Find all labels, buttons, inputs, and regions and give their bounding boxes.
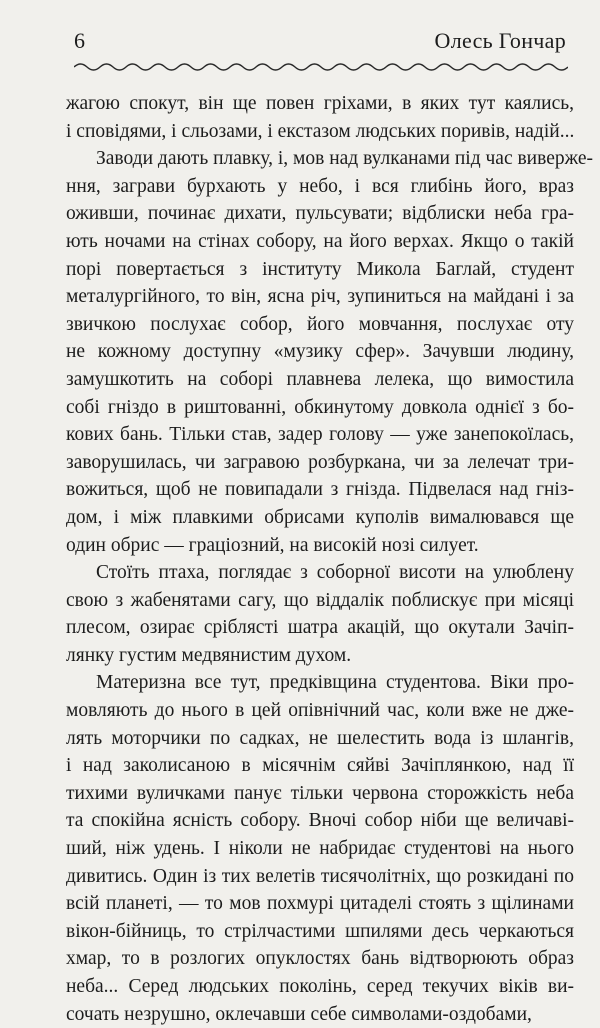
text-line: жагою спокут, він ще повен гріхами, в яких тут каялись, [66, 93, 574, 114]
text-line: дивитись. Один із тих велетів тисячолітніх, що розкидані по [66, 865, 574, 887]
text-line: дом, і між плавкими обрисами куполів вималювався ще [66, 506, 574, 528]
text-line: собі гніздо в риштованні, обкинутому довкола однієї з бо- [66, 396, 574, 418]
text-line: та спокійна ясність собору. Вночі собор ніби ще величаві- [66, 810, 574, 832]
text-line: оживши, починає дихати, пульсувати; відблиски неба гра- [66, 203, 574, 225]
text-line: і над заколисаною в місячнім сяйві Зачіплянкою, над її [66, 755, 574, 777]
text-line: не кожному доступну «музику сфер». Зачувши людину, [66, 341, 574, 363]
paragraph [66, 669, 574, 1028]
wavy-rule-ornament [74, 60, 568, 74]
text-line: вікон-бійниць, то стрілчастими шпилями десь черкаються [66, 920, 574, 942]
text-line: тихими вуличками панує тільки червона сторожкість неба [66, 782, 574, 804]
paragraph [66, 90, 574, 145]
text-line: мовляють до нього в цей опівнічний час, коли вже не дже- [66, 700, 574, 722]
text-line: порі повертається з інституту Микола Баглай, студент [66, 258, 574, 280]
page-number: 6 [74, 28, 85, 53]
text-line: плесом, озирає сріблясті шатра акацій, що окутали Зачіп- [66, 617, 574, 639]
text-line: хмар, то в розлогих опуклостях бань відтворюють образ [66, 948, 574, 970]
text-line: Материзна все тут, предківщина студентова. Віки про- [96, 672, 574, 694]
text-line: всій планеті, — то мов похмурі цитаделі стоять з щілинами [66, 893, 574, 915]
text-line: Заводи дають плавку, і, мов над вулканами під час виверже- [96, 148, 593, 170]
text-line: ння, заграви бурхають у небо, і вся глибінь його, враз [66, 175, 574, 197]
text-line: один обрис — граціозний, на високій нозі силует. [66, 534, 479, 556]
text-line: кових бань. Тільки став, задер голову — уже занепокоїлась, [66, 424, 574, 446]
text-line: і сповідями, і сльозами, і екстазом людських поривів, надій... [66, 120, 575, 142]
text-line: металургійного, то він, ясна річ, зупиниться на майдані і за [66, 286, 574, 308]
text-line: неба... Серед людських поколінь, серед текучих віків ви- [66, 976, 574, 997]
text-line: ють ночами на стінах собору, на його верхах. Якщо о такій [66, 230, 574, 252]
text-line: Стоїть птаха, поглядає з соборної висоти на улюблену [96, 562, 574, 584]
text-line: лять моторчики по садках, не шелестить вода із шлангів, [66, 727, 574, 749]
text-line: ший, ніж удень. І ніколи не набридає студентові на нього [66, 838, 574, 860]
running-head-author: Олесь Гончар [434, 28, 566, 53]
body-text [66, 90, 593, 1028]
paragraph [66, 145, 593, 559]
text-line: замушкотить на соборі плавнева лелека, що вимостила [66, 368, 574, 390]
text-line: сочать незрушно, оклечавши себе символами-оздобами, [66, 1003, 532, 1025]
text-line: свою з жабенятами сагу, що віддалік поблискує при місяці [66, 589, 574, 611]
page-header [74, 26, 566, 56]
text-line: вожиться, щоб не повипадали з гнізда. Підвелася над гніз- [66, 479, 574, 501]
text-line: лянку густим медвянистим духом. [66, 644, 352, 666]
paragraph [66, 559, 574, 669]
text-line: заворушилась, чи загравою розбуркана, чи за лелечат три- [66, 451, 574, 473]
text-line: звичкою послухає собор, його мовчання, послухає оту [66, 313, 574, 335]
